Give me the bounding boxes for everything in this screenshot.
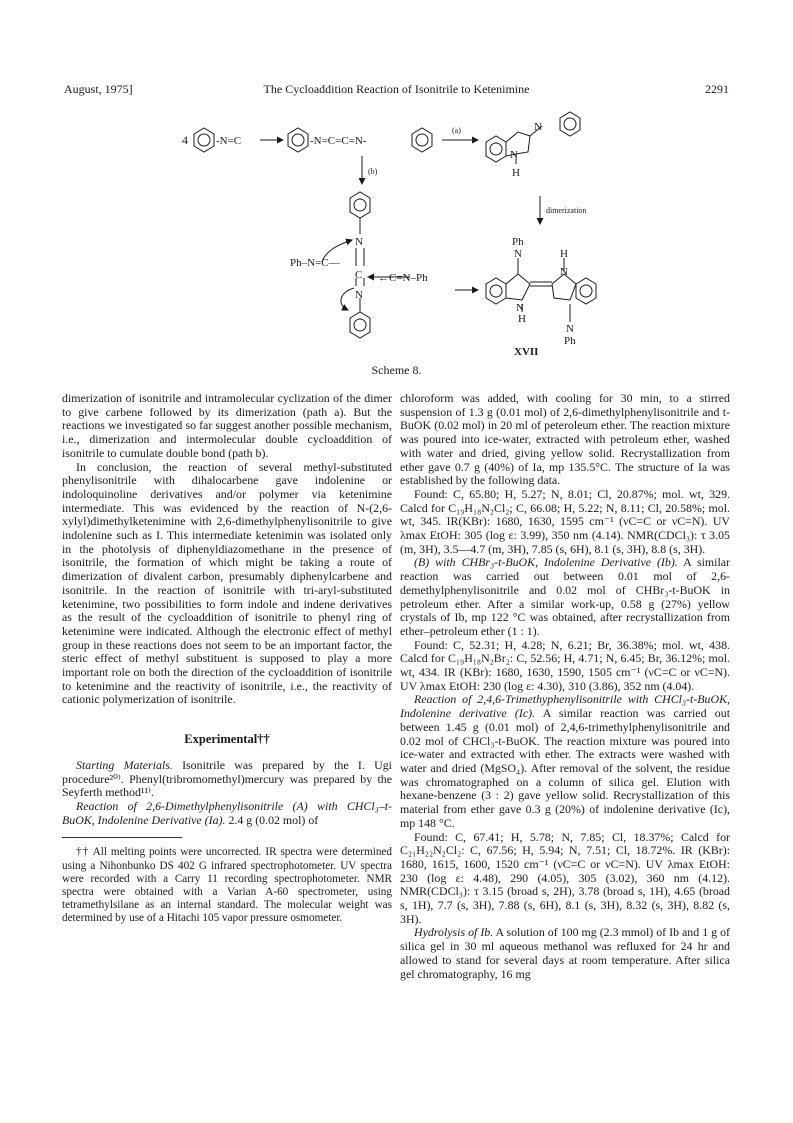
benzene-ring: [486, 278, 506, 304]
path-b-label: (b): [368, 167, 378, 176]
paragraph-analysis: Found: C, 52.31; H, 4.28; N, 6.21; Br, 36.38%; mol. wt, 438. Calcd for C₁₉H₁₈N₂Br₂: C, 52.56; H, 4.71; N, 6.45; Br, 36.12%; mol. wt, 434. IR (KBr): 1680, 1630, 1590, 1505 cm⁻¹ (νC=C or νC=N). UV λmax EtOH: 230 (log ε: 4.30), 310 (3.86), 352 nm (4.04).: [400, 637, 730, 693]
paragraph-analysis: Found: C, 67.41; H, 5.78; N, 7.85; Cl, 18.37%; Calcd for C₂₁H₂₂N₂Cl₂: C, 67.56; H, 5.94; N, 7.51; Cl, 18.72%. IR (KBr): 1680, 1615, 1600, 1520 cm⁻¹ (νC=C or νC=N). UV λmax EtOH: 230 (log ε: 4.48), 290 (4.05), 305 (3.02), 360 nm (4.12). NMR(CDCl₃): τ 3.15 (broad s, 2H), 3.78 (broad s, 1H), 4.65 (broad s, 1H), 7.7 (s, 3H), 7.88 (s, 6H), 8.1 (s, 3H), 8.32 (s, 3H), 8.82 (s, 3H).: [400, 829, 730, 926]
paragraph-conclusion: In conclusion, the reaction of several methyl-substituted phenylisonitrile with dihalocarbene gave indolenine or indoloquinoline derivatives and/or polymer via ketenimine intermediate. This was evidenced by the reaction of N-(2,6-xylyl)dimethylketenimine with 2,6-dimethylphenylisonitrile to give indolenine such as I. This intermediate ketenimin was isolated only in the photolysis of diphenyldiazomethane in the presence of isonitrile, the formation of which might be taking a route of dimerization of divalent carbon, presumably diphenylcarbene and isonitrile. In the reaction of isonitrile with tri-aryl-substituted ketenimine, two possibilities to form indole and indene derivatives as the result of the cycloaddition of isonitrile to phenyl ring of ketenimine were indicated. Although the electronic effect of methyl group in these reactions does not seem to be an important factor, the steric effect of methyl substituent is supposed to play a more important role on both the direction of the cycloaddition of isonitrile to ketenimine and the reactivity of isonitrile, i.e., the reactivity of cationic polymerization of isonitrile.: [62, 459, 392, 707]
n-atom-upper: N: [355, 236, 363, 248]
page-number: 2291: [705, 82, 729, 96]
footnote: †† All melting points were uncorrected. IR spectra were determined using a Nihonbunko DS 402 G infrared spectrophotometer. UV spectra were recorded with a Carry 11 recording spectrophotometer. NMR spectra were obtained with a Varian A-60 spectrometer, using tetramethylsilane as an internal standard. The molecular weight was determined by use of a Hitachi 105 vapor pressure osmometer.: [62, 846, 392, 925]
paragraph: dimerization of isonitrile and intramolecular cyclization of the dimer to give carbene followed by its dimerization (path a). But the reactions we investigated so far suggest another possible mechanism, i.e., dimerization and intermolecular double cycloaddition of isonitrile to cumulate double bond (path b).: [62, 391, 392, 460]
running-head-title: The Cycloaddition Reaction of Isonitrile to Ketenimine: [263, 82, 530, 96]
run-in-heading: Reaction of 2,6-Dimethylphenylisonitrile (A) with CHCl₃–t-BuOK, Indolenine Derivative (Ia).: [62, 798, 392, 827]
paragraph-text: A solution of 100 mg (2.3 mmol) of Ib and 1 g of silica gel in 30 ml aqueous methanol was refluxed for 24 hr and allowed to stand for several days at room temperature. After silica gel chromatography, 16 mg: [400, 925, 730, 981]
run-in-heading: (B) with CHBr₃-t-BuOK, Indolenine Derivative (Ib).: [414, 555, 678, 570]
h-label-xvii-bottom-left: H: [518, 313, 526, 325]
path-a-label: (a): [452, 126, 461, 135]
benzene-ring: [350, 312, 370, 338]
ketenimine-cumulene: -N=C=C=N-: [310, 135, 367, 147]
paragraph-analysis: Found: C, 65.80; H, 5.27; N, 8.01; Cl, 20.87%; mol. wt, 329. Calcd for C₁₉H₁₈N₂Cl₂; C, 66.08; H, 5.22; N, 8.11; Cl, 20.58%; mol. wt, 345. IR(KBr): 1680, 1630, 1595 cm⁻¹ (νC=C or νC=N). UV λmax EtOH: 305 (log ε: 3.99), 350 nm (4.14). NMR(CDCl₃): τ 3.05 (m, 3H), 3.5—4.7 (m, 3H), 7.85 (s, 6H), 8.1 (s, 3H), 8.8 (s, 3H).: [400, 486, 730, 556]
n-label-xvii-top-left: N: [514, 248, 522, 260]
section-heading-experimental: Experimental††: [184, 732, 270, 747]
run-in-heading: Starting Materials.: [76, 757, 173, 772]
compound-number: XVII: [514, 346, 539, 358]
footnote-rule: [62, 837, 182, 838]
paragraph-text: Isonitrile was prepared by the I. Ugi procedure²⁰⁾. Phenyl(tribromomethyl)mercury was prepared by the Seyferth method¹¹⁾.: [62, 757, 392, 800]
phenylimino-left: Ph–N=C—: [290, 257, 340, 269]
right-column: [400, 392, 730, 981]
h-label-xvii-top-right: H: [560, 248, 568, 260]
stoichiometry-coefficient: 4: [182, 133, 188, 147]
run-in-heading: Hydrolysis of Ib.: [414, 925, 494, 940]
running-head-date: August, 1975]: [64, 82, 133, 96]
benzene-ring: [412, 128, 432, 152]
benzene-ring: [486, 136, 506, 162]
benzene-ring: [350, 192, 370, 218]
c-atom: C: [355, 269, 363, 281]
left-column: [62, 392, 392, 926]
benzene-ring: [288, 128, 308, 152]
scheme-caption: Scheme 8.: [371, 363, 422, 377]
benzene-ring: [560, 112, 580, 136]
paragraph-text: A similar reaction was carried out between 0.01 mol of 2,6-demethylphenylisonitrile and 0.02 mol of CHBr₃-t-BuOK in petroleum ether. After a similar work-up, 0.58 g (27%) yellow crystals of Ib, mp 122 °C was obtained, after recrystallization from ether–petroleum ether (1 : 1).: [400, 555, 730, 638]
dimerization-label: dimerization: [546, 206, 587, 215]
paragraph: chloroform was added, with cooling for 30 min, to a stirred suspension of 1.3 g (0.01 mol) of 2,6-dimethylphenylisonitrile and t-BuOK (0.02 mol) in 20 ml of peteroleum ether. The reaction mixture was poured into ice-water, extracted with petroleum ether, washed with water and dried, giving yellow solid. Recrystallization from ether gave 0.7 g (40%) of Ia, mp 135.5°C. The structure of Ia was established by the following data.: [400, 391, 730, 488]
indole-h-label: H: [512, 167, 520, 179]
ph-label-top: Ph: [512, 236, 524, 248]
reaction-scheme: [150, 100, 650, 362]
paragraph-text: 2.4 g (0.02 mol) of: [228, 812, 319, 827]
n-label-xvii-ring-left: N: [516, 302, 524, 314]
n-atom-lower: N: [355, 289, 363, 301]
indole-ring-n-label: N: [510, 149, 518, 161]
run-in-heading: Reaction of 2,4,6-Trimethyphenylisonitrile with CHCl₃-t-BuOK, Indolenine derivative (Ic).: [400, 692, 730, 721]
ph-label-bottom: Ph: [564, 335, 576, 347]
phenylimino-right: ←C=N–Ph: [378, 272, 428, 284]
benzene-ring: [576, 278, 596, 304]
paragraph-text: A similar reaction was carried out between 1.45 g (0.01 mol) of 2,4,6-trimethylphenylisonitrile and 0.02 mol of CHCl₃-t-BuOK. The reaction mixture was poured into ice-water and extracted with ether. The extracts were washed with water and dried (MgSO₄). After removal of the solvent, the residue was chromatographed on a column of silica gel. Elution with hexane-benzene (3 : 2) gave yellow solid. Recrystallization of this material from ether gave 0.3 g (20%) of indolenine derivative (Ic), mp 148 °C.: [400, 706, 731, 830]
n-label-xvii-bottom-right: N: [566, 323, 574, 335]
benzene-ring: [194, 128, 214, 152]
isonitrile-group: -N=C: [216, 135, 242, 147]
n-label-xvii-ring-right: N: [560, 266, 568, 278]
indole-n-label: N: [534, 121, 542, 133]
